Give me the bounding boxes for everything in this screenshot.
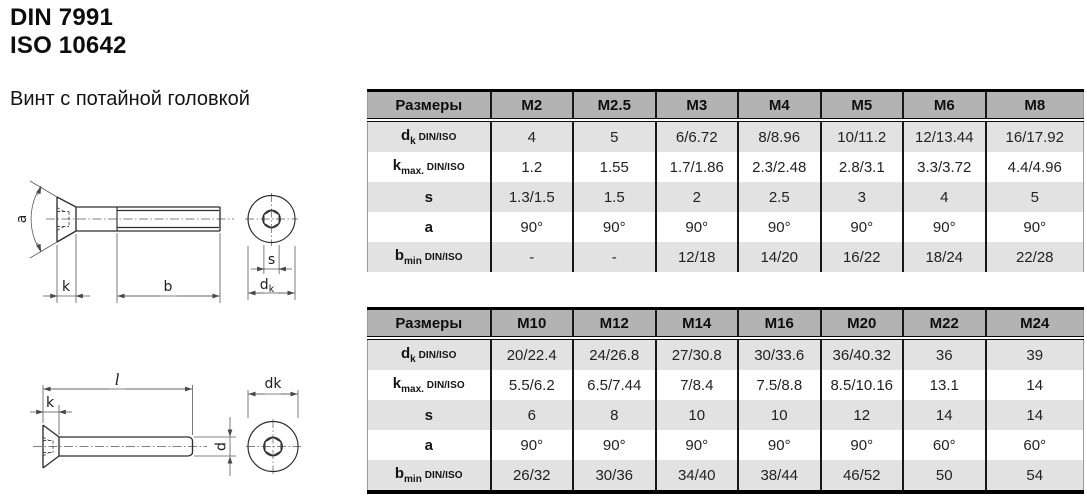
row-label-symbol: s: [424, 406, 433, 424]
header-row: [368, 309, 1084, 339]
spec-value: 16/22: [821, 242, 904, 272]
size-column-header: M20: [821, 309, 904, 339]
spec-value: 90°: [573, 212, 656, 242]
row-label-subscript: min: [404, 474, 422, 485]
row-label: [368, 338, 491, 370]
row-label: [368, 152, 491, 182]
socket-width-label: s: [267, 252, 276, 268]
spec-row: [368, 242, 1084, 272]
spec-value: 2.5: [738, 182, 821, 212]
size-column-header: M2: [491, 91, 574, 121]
spec-value: 8/8.96: [738, 120, 821, 152]
size-column-header: M10: [491, 309, 574, 339]
spec-value: 6.5/7.44: [573, 370, 656, 400]
spec-value: 1.3/1.5: [491, 182, 574, 212]
spec-value: 14: [986, 400, 1084, 430]
spec-value: 54: [986, 460, 1084, 492]
spec-value: 90°: [738, 430, 821, 460]
spec-value: 24/26.8: [573, 338, 656, 370]
spec-value: 90°: [986, 212, 1084, 242]
spec-value: 2.8/3.1: [821, 152, 904, 182]
size-column-header: M5: [821, 91, 904, 121]
spec-value: 12/13.44: [903, 120, 986, 152]
thread-length-label: b: [163, 279, 173, 295]
spec-value: 36/40.32: [821, 338, 904, 370]
spec-value: 46/52: [821, 460, 904, 492]
size-column-header: M14: [656, 309, 739, 339]
row-label: [368, 212, 491, 242]
row-label-symbol: k: [392, 375, 402, 392]
spec-row: [368, 460, 1084, 492]
title-block: [10, 4, 250, 111]
spec-value: 90°: [821, 212, 904, 242]
spec-value: 5.5/6.2: [491, 370, 574, 400]
row-label-subscript: max.: [401, 166, 424, 177]
product-name: Винт с потайной головкой: [10, 88, 250, 110]
spec-row: [368, 120, 1084, 152]
row-label-subscript: k: [410, 136, 416, 147]
size-column-header: M12: [573, 309, 656, 339]
spec-value: 6: [491, 400, 574, 430]
spec-value: 90°: [491, 212, 574, 242]
spec-value: 7/8.4: [656, 370, 739, 400]
size-column-header: M16: [738, 309, 821, 339]
row-label: [368, 242, 491, 272]
spec-row: [368, 338, 1084, 370]
angle-dimension: [14, 181, 57, 258]
spec-value: 13.1: [903, 370, 986, 400]
end-view: [246, 419, 301, 474]
end-view: [245, 193, 298, 246]
header-row: [368, 91, 1084, 121]
size-column-header: M6: [903, 91, 986, 121]
size-column-header: M22: [903, 309, 986, 339]
size-column-header: M2.5: [573, 91, 656, 121]
spec-value: 2.3/2.48: [738, 152, 821, 182]
head-diameter-label: dk: [264, 376, 282, 392]
spec-value: 34/40: [656, 460, 739, 492]
iso-standard-title: ISO 10642: [10, 32, 127, 59]
row-label-symbol: s: [424, 188, 433, 206]
spec-value: 18/24: [903, 242, 986, 272]
row-label: [368, 430, 491, 460]
side-view: [46, 197, 234, 242]
din-standard-title: DIN 7991: [10, 4, 113, 31]
row-label-symbol: a: [424, 436, 433, 454]
head-height-label: k: [61, 279, 71, 295]
row-label-symbol: d: [400, 127, 411, 144]
socket-width-dimension: [251, 245, 292, 274]
dimensions-header: Размеры: [368, 91, 491, 121]
size-column-header: M4: [738, 91, 821, 121]
angle-label: a: [14, 214, 30, 224]
spec-row: [368, 152, 1084, 182]
spec-value: 90°: [738, 212, 821, 242]
spec-value: 60°: [903, 430, 986, 460]
spec-value: 30/36: [573, 460, 656, 492]
row-label: [368, 182, 491, 212]
spec-value: 5: [986, 182, 1084, 212]
spec-value: 20/22.4: [491, 338, 574, 370]
row-label: [368, 120, 491, 152]
spec-row: [368, 212, 1084, 242]
thread-length-dimension: [117, 233, 220, 303]
spec-value: 6/6.72: [656, 120, 739, 152]
spec-value: 22/28: [986, 242, 1084, 272]
spec-value: 90°: [491, 430, 574, 460]
row-label-standard: DIN/ISO: [421, 470, 463, 481]
size-column-header: M8: [986, 91, 1084, 121]
head-height-dimension: [30, 395, 72, 435]
row-label-subscript: k: [410, 354, 416, 365]
spec-value: 10: [738, 400, 821, 430]
spec-value: 3: [821, 182, 904, 212]
row-label: [368, 460, 491, 492]
spec-value: 10/11.2: [821, 120, 904, 152]
row-label-standard: DIN/ISO: [423, 162, 465, 173]
spec-value: 1.55: [573, 152, 656, 182]
row-label: [368, 370, 491, 400]
spec-value: 38/44: [738, 460, 821, 492]
spec-value: 4.4/4.96: [986, 152, 1084, 182]
spec-value: 1.2: [491, 152, 574, 182]
spec-value: 14: [986, 370, 1084, 400]
spec-value: 50: [903, 460, 986, 492]
spec-value: 90°: [821, 430, 904, 460]
spec-value: 39: [986, 338, 1084, 370]
spec-value: 14: [903, 400, 986, 430]
spec-value: -: [573, 242, 656, 272]
spec-value: 2: [656, 182, 739, 212]
row-label: [368, 400, 491, 430]
row-label-symbol: k: [392, 157, 402, 174]
spec-value: 4: [903, 182, 986, 212]
row-label-symbol: a: [424, 218, 433, 236]
spec-value: 5: [573, 120, 656, 152]
row-label-standard: DIN/ISO: [423, 380, 465, 391]
length-label: l: [114, 370, 120, 389]
size-column-header: M3: [656, 91, 739, 121]
spec-value: 12/18: [656, 242, 739, 272]
spec-value: 30/33.6: [738, 338, 821, 370]
spec-row: [368, 400, 1084, 430]
row-label-standard: DIN/ISO: [415, 350, 457, 361]
spec-value: 4: [491, 120, 574, 152]
spec-value: 60°: [986, 430, 1084, 460]
spec-value: 8.5/10.16: [821, 370, 904, 400]
spec-value: 7.5/8.8: [738, 370, 821, 400]
head-diameter-dimension: [248, 376, 298, 418]
spec-value: 10: [656, 400, 739, 430]
length-dimension: [43, 370, 193, 435]
spec-value: 27/30.8: [656, 338, 739, 370]
spec-row: [368, 430, 1084, 460]
head-diameter-label: $d_k$: [259, 277, 275, 295]
spec-value: 90°: [903, 212, 986, 242]
spec-value: 8: [573, 400, 656, 430]
dimensions-header: Размеры: [368, 309, 491, 339]
spec-value: 12: [821, 400, 904, 430]
screw-drawing-bottom: [8, 368, 326, 484]
spec-value: 90°: [656, 430, 739, 460]
spec-value: 90°: [573, 430, 656, 460]
spec-value: 1.5: [573, 182, 656, 212]
screw-drawing-top: [8, 166, 326, 310]
head-height-dimension: [43, 234, 90, 303]
shaft-diameter-label: d: [213, 442, 230, 451]
spec-table-m10-m24: [367, 307, 1084, 494]
spec-value: -: [491, 242, 574, 272]
row-label-subscript: min: [404, 256, 422, 267]
row-label-standard: DIN/ISO: [421, 252, 463, 263]
spec-value: 1.7/1.86: [656, 152, 739, 182]
spec-row: [368, 370, 1084, 400]
row-label-symbol: b: [394, 247, 405, 264]
row-label-subscript: max.: [401, 384, 424, 395]
row-label-standard: DIN/ISO: [415, 132, 457, 143]
size-column-header: M24: [986, 309, 1084, 339]
spec-value: 3.3/3.72: [903, 152, 986, 182]
spec-value: 26/32: [491, 460, 574, 492]
spec-value: 14/20: [738, 242, 821, 272]
spec-row: [368, 182, 1084, 212]
spec-value: 36: [903, 338, 986, 370]
row-label-symbol: b: [394, 465, 405, 482]
head-height-label: k: [45, 395, 55, 411]
row-label-symbol: d: [400, 345, 411, 362]
spec-value: 90°: [656, 212, 739, 242]
spec-value: 16/17.92: [986, 120, 1084, 152]
spec-table-m2-m8: [367, 89, 1084, 272]
